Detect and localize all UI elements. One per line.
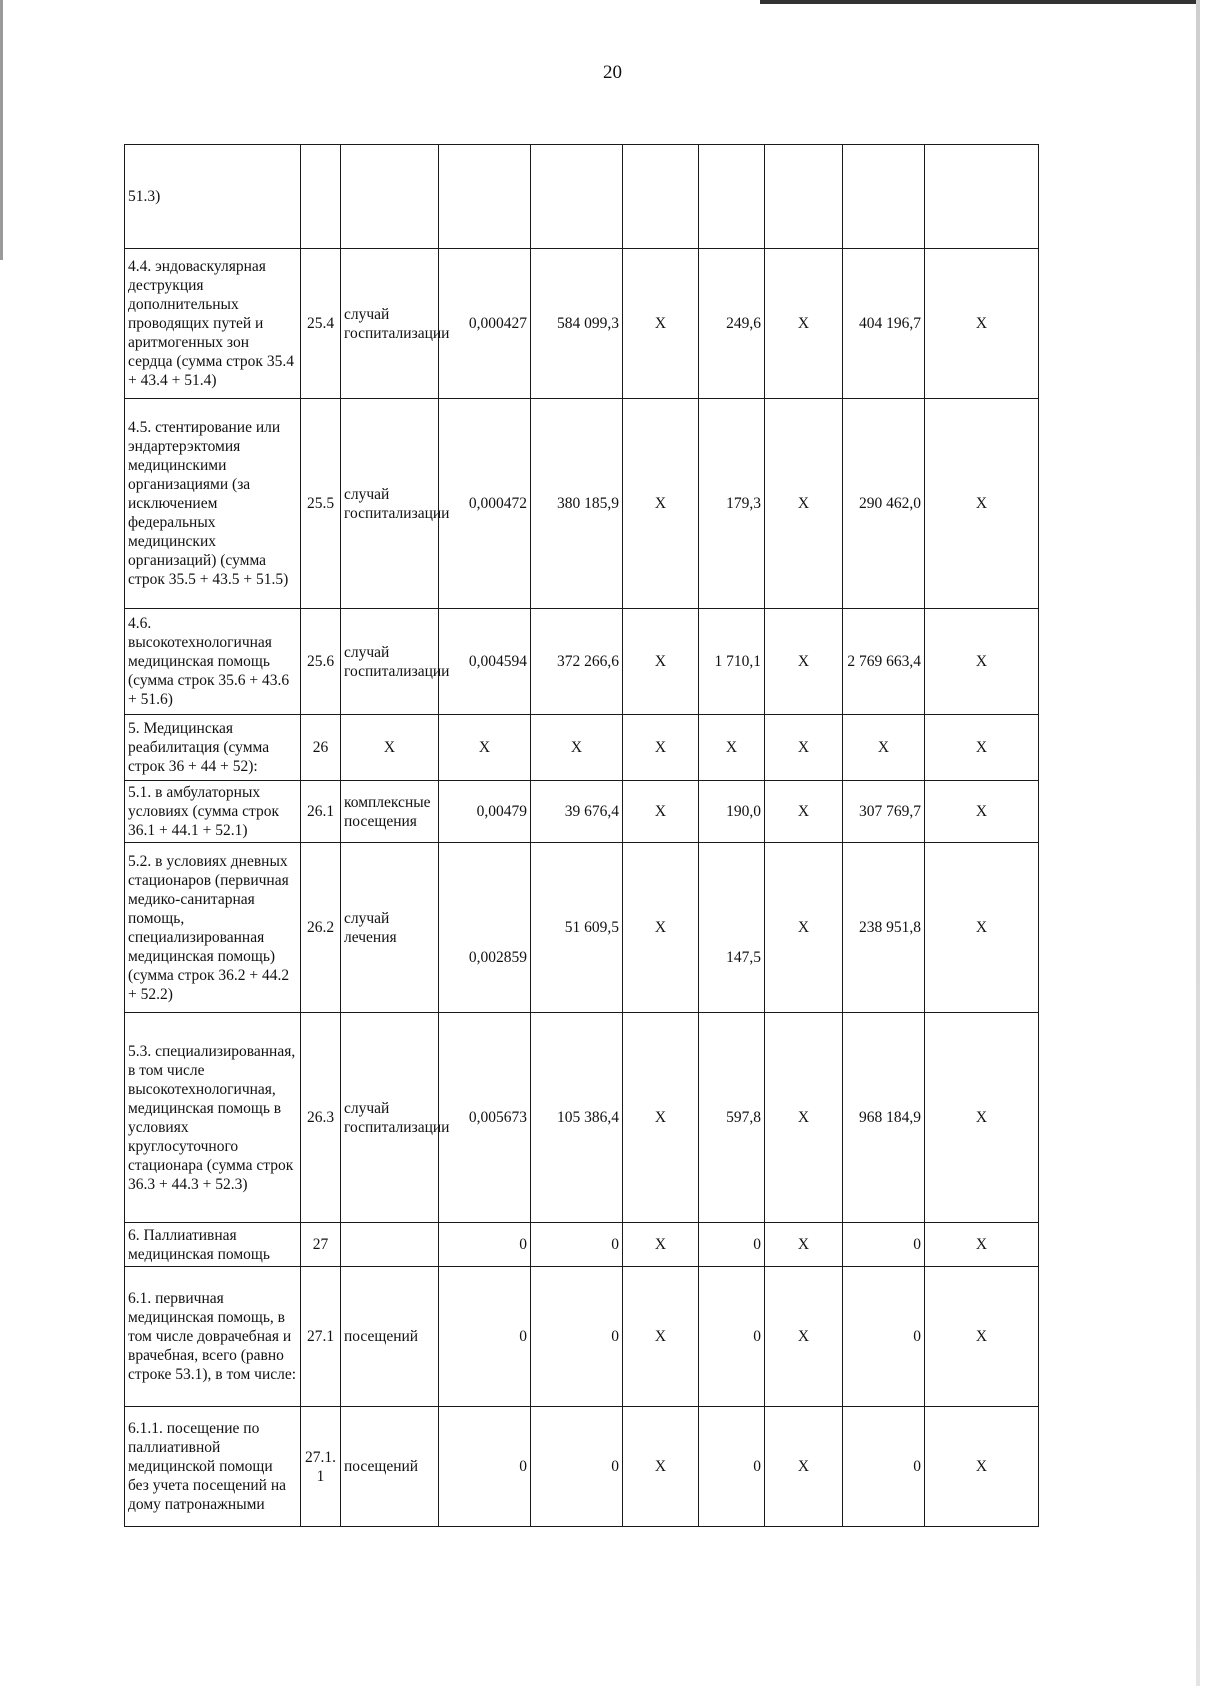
row-value-7: X — [925, 399, 1039, 609]
row-value-4: 597,8 — [699, 1013, 765, 1223]
table-row — [125, 249, 1039, 399]
row-value-1: 0 — [439, 1267, 531, 1407]
row-value-7: X — [925, 781, 1039, 843]
row-value-1 — [439, 145, 531, 249]
row-code: 26.3 — [301, 1013, 341, 1223]
row-value-6: 968 184,9 — [843, 1013, 925, 1223]
row-value-3: X — [623, 1407, 699, 1527]
table-row — [125, 1013, 1039, 1223]
row-value-5: X — [765, 249, 843, 399]
row-value-5: X — [765, 609, 843, 715]
row-value-3: X — [623, 1223, 699, 1267]
row-value-4: 0 — [699, 1267, 765, 1407]
row-value-7: X — [925, 249, 1039, 399]
row-value-6: X — [843, 715, 925, 781]
row-name: 5.3. специализированная, в том числе высокотехнологичная, медицинская помощь в условиях круглосуточного стационара (сумма строк 36.3 + 44.3 + 52.3) — [125, 1013, 301, 1223]
row-code: 25.5 — [301, 399, 341, 609]
row-value-7: X — [925, 1223, 1039, 1267]
row-value-4 — [699, 145, 765, 249]
row-value-5: X — [765, 1223, 843, 1267]
row-value-6: 0 — [843, 1407, 925, 1527]
row-value-5: X — [765, 781, 843, 843]
row-value-6: 0 — [843, 1267, 925, 1407]
row-value-1: 0,002859 — [439, 843, 531, 1013]
page-number: 20 — [603, 62, 622, 83]
row-value-3: X — [623, 843, 699, 1013]
row-value-3: X — [623, 399, 699, 609]
row-value-4: 147,5 — [699, 843, 765, 1013]
row-value-3: X — [623, 1267, 699, 1407]
scan-edge-top — [760, 0, 1200, 4]
row-value-2: 380 185,9 — [531, 399, 623, 609]
row-name: 6.1. первичная медицинская помощь, в том числе доврачебная и врачебная, всего (равно строке 53.1), в том числе: — [125, 1267, 301, 1407]
row-value-7: X — [925, 1267, 1039, 1407]
table-row — [125, 145, 1039, 249]
row-unit: комплексные посещения — [341, 781, 439, 843]
table-row — [125, 843, 1039, 1013]
row-unit: случай госпитализации — [341, 249, 439, 399]
row-value-4: X — [699, 715, 765, 781]
row-unit: X — [341, 715, 439, 781]
row-unit — [341, 1223, 439, 1267]
row-value-1: 0,00479 — [439, 781, 531, 843]
row-value-1: 0,000472 — [439, 399, 531, 609]
row-name: 6. Паллиативная медицинская помощь — [125, 1223, 301, 1267]
row-value-5: X — [765, 1013, 843, 1223]
row-unit: случай госпитализации — [341, 399, 439, 609]
row-value-2: 51 609,5 — [531, 843, 623, 1013]
row-value-4: 190,0 — [699, 781, 765, 843]
row-value-3: X — [623, 781, 699, 843]
row-value-1: 0,000427 — [439, 249, 531, 399]
row-value-1: X — [439, 715, 531, 781]
row-value-5: X — [765, 715, 843, 781]
row-value-1: 0 — [439, 1223, 531, 1267]
row-value-2 — [531, 145, 623, 249]
row-name: 51.3) — [125, 145, 301, 249]
row-value-5: X — [765, 1407, 843, 1527]
row-value-2: 39 676,4 — [531, 781, 623, 843]
row-value-3: X — [623, 715, 699, 781]
row-value-2: X — [531, 715, 623, 781]
row-unit: случай госпитализации — [341, 609, 439, 715]
row-value-4: 0 — [699, 1407, 765, 1527]
table-row — [125, 399, 1039, 609]
row-name: 4.4. эндоваскулярная деструкция дополнительных проводящих путей и аритмогенных зон сердца (сумма строк 35.4 + 43.4 + 51.4) — [125, 249, 301, 399]
row-value-7: X — [925, 1407, 1039, 1527]
row-value-5: X — [765, 399, 843, 609]
row-value-2: 584 099,3 — [531, 249, 623, 399]
row-name: 6.1.1. посещение по паллиативной медицинской помощи без учета посещений на дому патронажными — [125, 1407, 301, 1527]
row-value-2: 0 — [531, 1223, 623, 1267]
row-value-1: 0,005673 — [439, 1013, 531, 1223]
row-code — [301, 145, 341, 249]
table-row — [125, 609, 1039, 715]
row-value-5 — [765, 145, 843, 249]
row-value-6: 290 462,0 — [843, 399, 925, 609]
row-value-6: 0 — [843, 1223, 925, 1267]
row-value-3: X — [623, 249, 699, 399]
table-row — [125, 781, 1039, 843]
row-value-3 — [623, 145, 699, 249]
row-code: 25.4 — [301, 249, 341, 399]
tariff-table — [124, 144, 1039, 1527]
row-value-7: X — [925, 843, 1039, 1013]
row-unit: посещений — [341, 1267, 439, 1407]
row-value-4: 0 — [699, 1223, 765, 1267]
row-value-5: X — [765, 843, 843, 1013]
table-row — [125, 1267, 1039, 1407]
row-code: 25.6 — [301, 609, 341, 715]
row-unit: случай госпитализации — [341, 1013, 439, 1223]
row-value-1: 0 — [439, 1407, 531, 1527]
table-row — [125, 1407, 1039, 1527]
row-value-4: 179,3 — [699, 399, 765, 609]
row-name: 4.5. стентирование или эндартерэктомия медицинскими организациями (за исключением федеральных медицинских организаций) (сумма строк 35.5 + 43.5 + 51.5) — [125, 399, 301, 609]
row-value-7: X — [925, 715, 1039, 781]
row-code: 27 — [301, 1223, 341, 1267]
row-code: 26.2 — [301, 843, 341, 1013]
row-code: 27.1.1 — [301, 1407, 341, 1527]
row-value-3: X — [623, 1013, 699, 1223]
row-value-2: 0 — [531, 1267, 623, 1407]
row-value-7: X — [925, 1013, 1039, 1223]
row-name: 4.6. высокотехнологичная медицинская помощь (сумма строк 35.6 + 43.6 + 51.6) — [125, 609, 301, 715]
scan-edge-left — [0, 0, 3, 260]
row-value-3: X — [623, 609, 699, 715]
row-value-6: 2 769 663,4 — [843, 609, 925, 715]
table-row — [125, 715, 1039, 781]
row-value-2: 0 — [531, 1407, 623, 1527]
table-row — [125, 1223, 1039, 1267]
row-value-2: 372 266,6 — [531, 609, 623, 715]
row-value-6 — [843, 145, 925, 249]
row-value-2: 105 386,4 — [531, 1013, 623, 1223]
row-unit — [341, 145, 439, 249]
scan-edge-right — [1196, 0, 1200, 1686]
row-unit: посещений — [341, 1407, 439, 1527]
row-value-6: 238 951,8 — [843, 843, 925, 1013]
row-name: 5.2. в условиях дневных стационаров (первичная медико-санитарная помощь, специализированная медицинская помощь) (сумма строк 36.2 + 44.2 + 52.2) — [125, 843, 301, 1013]
row-value-6: 307 769,7 — [843, 781, 925, 843]
row-value-7: X — [925, 609, 1039, 715]
row-value-4: 249,6 — [699, 249, 765, 399]
row-value-4: 1 710,1 — [699, 609, 765, 715]
row-code: 26.1 — [301, 781, 341, 843]
row-value-7 — [925, 145, 1039, 249]
row-code: 26 — [301, 715, 341, 781]
row-value-5: X — [765, 1267, 843, 1407]
row-unit: случай лечения — [341, 843, 439, 1013]
row-name: 5.1. в амбулаторных условиях (сумма строк 36.1 + 44.1 + 52.1) — [125, 781, 301, 843]
row-value-6: 404 196,7 — [843, 249, 925, 399]
row-code: 27.1 — [301, 1267, 341, 1407]
row-name: 5. Медицинская реабилитация (сумма строк 36 + 44 + 52): — [125, 715, 301, 781]
row-value-1: 0,004594 — [439, 609, 531, 715]
